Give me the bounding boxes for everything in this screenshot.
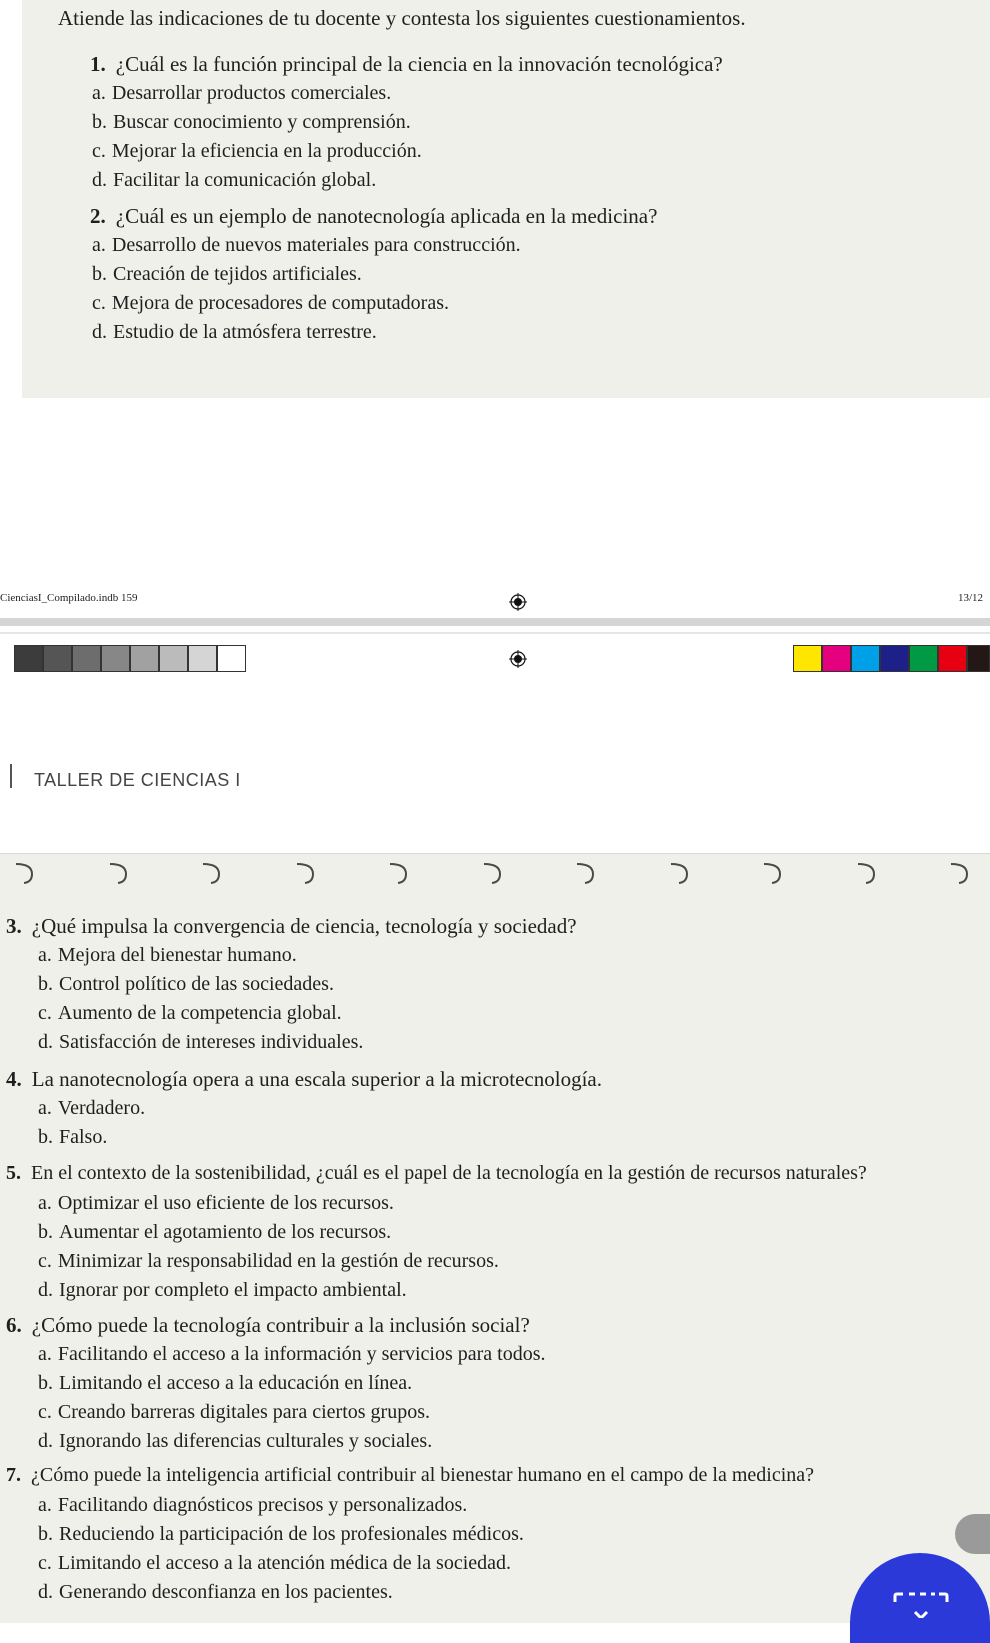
color-swatch [967,645,990,672]
question-number: 4. [6,1067,22,1091]
option-1d: d. Facilitar la comunicación global. [92,169,377,191]
question-number: 6. [6,1313,22,1337]
option-3b: b. Control político de las sociedades. [38,973,334,995]
option-3d: d. Satisfacción de intereses individuales. [38,1031,364,1053]
scan-frame-icon [893,1592,949,1618]
question-6 [6,1313,530,1338]
question-4 [6,1067,602,1092]
question-text: ¿Cuál es la función principal de la ciencia en la innovación tecnológica? [115,52,723,76]
option-3c: c. Aumento de la competencia global. [38,1002,342,1024]
crop-rule-thin [0,632,990,634]
question-text: ¿Cómo puede la inteligencia artificial contribuir al bienestar humano en el campo de la medicina? [31,1464,815,1486]
option-7b: b. Reduciendo la participación de los profesionales médicos. [38,1523,524,1545]
color-swatch [822,645,851,672]
gray-swatch [43,645,72,672]
option-7d: d. Generando desconfianza en los pacientes. [38,1581,393,1603]
question-number: 2. [90,204,106,228]
option-1b: b. Buscar conocimiento y comprensión. [92,111,411,133]
option-6c: c. Creando barreras digitales para ciertos grupos. [38,1401,430,1423]
gray-swatch [130,645,159,672]
scroll-handle[interactable] [955,1514,990,1554]
option-7a: a. Facilitando diagnósticos precisos y personalizados. [38,1494,468,1516]
question-text: ¿Qué impulsa la convergencia de ciencia, tecnología y sociedad? [31,914,577,938]
question-number: 5. [6,1162,21,1184]
color-swatch [909,645,938,672]
question-text: En el contexto de la sostenibilidad, ¿cuál es el papel de la tecnología en la gestión de recursos naturales? [31,1162,867,1184]
option-1c: c. Mejorar la eficiencia en la producción. [92,140,422,162]
binding-ring-icon [762,862,784,884]
question-number: 1. [90,52,106,76]
page-header: TALLER DE CIENCIAS I [34,770,241,790]
option-5a: a. Optimizar el uso eficiente de los recursos. [38,1192,394,1214]
registration-mark-icon [509,650,527,668]
option-1a: a. Desarrollar productos comerciales. [92,82,392,104]
gray-swatch [188,645,217,672]
option-6d: d. Ignorando las diferencias culturales y sociales. [38,1430,433,1452]
gray-swatch [217,645,246,672]
option-6b: b. Limitando el acceso a la educación en línea. [38,1372,413,1394]
option-2d: d. Estudio de la atmósfera terrestre. [92,321,377,343]
binding-ring-icon [14,862,36,884]
option-4b: b. Falso. [38,1126,108,1148]
binding-edge [0,853,990,854]
question-5 [6,1162,867,1185]
instructions-text: Atiende las indicaciones de tu docente y contesta los siguientes cuestionamientos. [58,6,746,30]
question-number: 7. [6,1464,21,1486]
question-number: 3. [6,914,22,938]
binding-ring-icon [949,862,971,884]
option-3a: a. Mejora del bienestar humano. [38,944,297,966]
header-rule [10,764,12,788]
question-7 [6,1464,814,1487]
option-4a: a. Verdadero. [38,1097,146,1119]
question-3 [6,914,577,939]
binding-ring-icon [201,862,223,884]
option-2b: b. Creación de tejidos artificiales. [92,263,362,285]
binding-ring-icon [669,862,691,884]
question-2 [90,204,657,229]
option-2c: c. Mejora de procesadores de computadoras. [92,292,449,314]
option-6a: a. Facilitando el acceso a la información y servicios para todos. [38,1343,546,1365]
color-swatch [880,645,909,672]
gray-swatch [72,645,101,672]
option-5b: b. Aumentar el agotamiento de los recursos. [38,1221,392,1243]
gray-swatch [101,645,130,672]
color-swatch [938,645,967,672]
crop-rule [0,618,990,626]
question-text: La nanotecnología opera a una escala superior a la microtecnología. [31,1067,602,1091]
binding-ring-icon [482,862,504,884]
option-5d: d. Ignorar por completo el impacto ambiental. [38,1279,407,1301]
gray-swatch [14,645,43,672]
binding-ring-icon [108,862,130,884]
option-5c: c. Minimizar la responsabilidad en la gestión de recursos. [38,1250,499,1272]
slug-filename: CienciasI_Compilado.indb 159 [0,592,138,604]
color-swatch [793,645,822,672]
color-swatch [851,645,880,672]
question-text: ¿Cómo puede la tecnología contribuir a la inclusión social? [31,1313,530,1337]
binding-ring-icon [295,862,317,884]
gray-swatch [159,645,188,672]
question-1 [90,52,723,77]
question-text: ¿Cuál es un ejemplo de nanotecnología aplicada en la medicina? [115,204,658,228]
option-2a: a. Desarrollo de nuevos materiales para construcción. [92,234,521,256]
slug-date: 13/12 [958,592,984,604]
binding-ring-icon [856,862,878,884]
registration-mark-icon [509,593,527,611]
option-7c: c. Limitando el acceso a la atención médica de la sociedad. [38,1552,512,1574]
binding-ring-icon [575,862,597,884]
binding-ring-icon [388,862,410,884]
